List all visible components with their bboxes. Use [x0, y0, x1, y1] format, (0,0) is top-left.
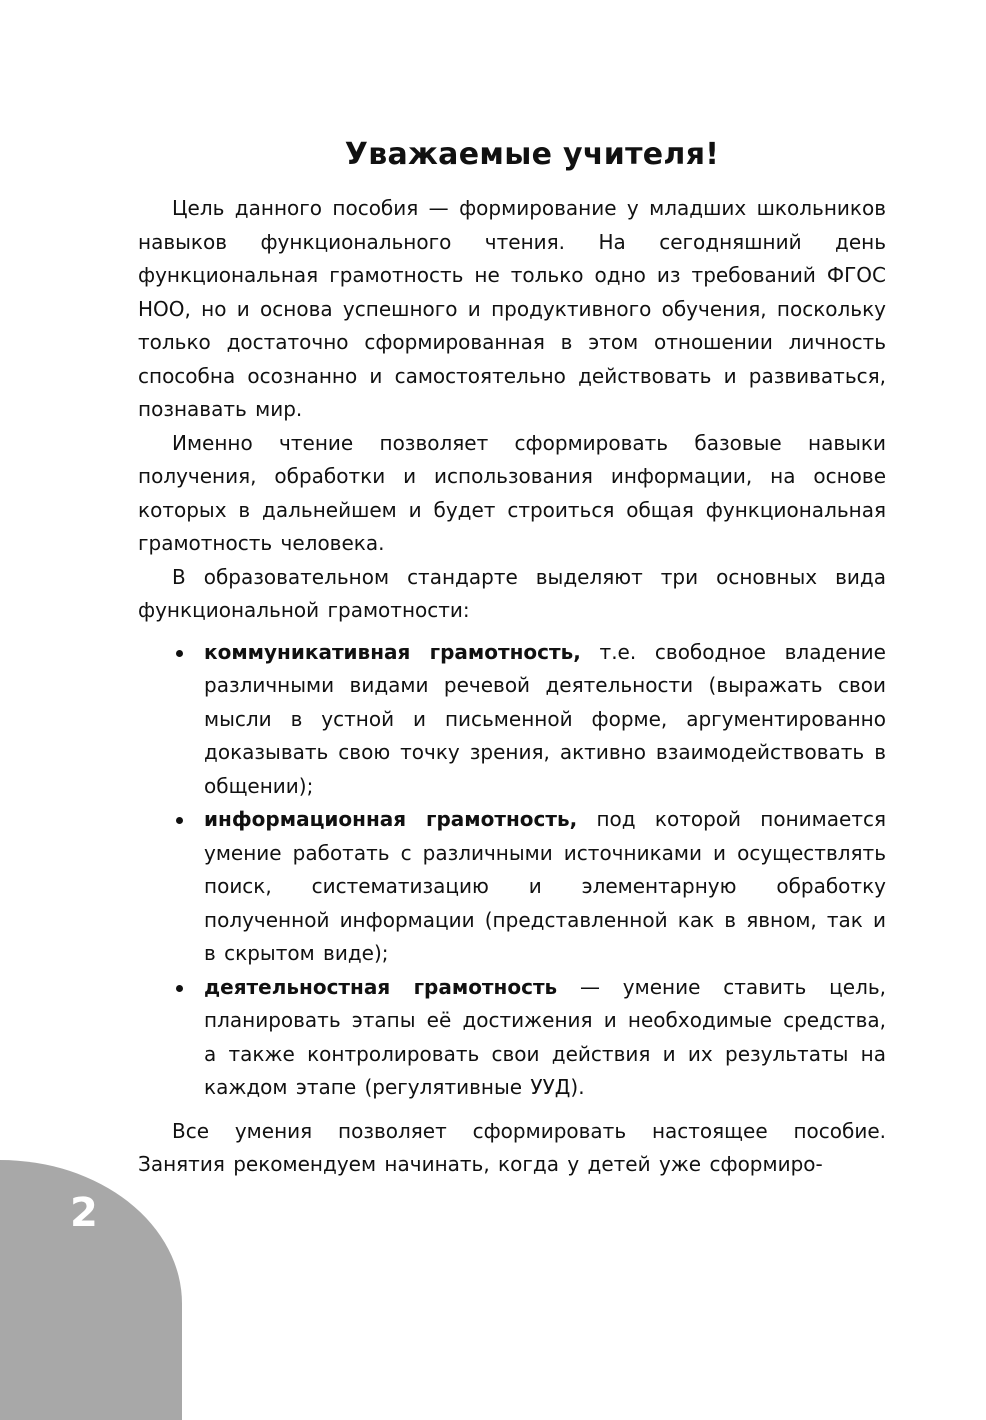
list-item-text: — умение ставить цель, планировать этапы её достижения и необходимые средства, а также контролировать свои действия и их результаты на каждом этапе (регулятивные УУД).	[204, 974, 886, 1099]
list-item-text: т.е. свободное владение различными видами речевой деятельности (выражать свои мысли в устной и письменной форме, аргументированно доказывать свою точку зрения, активно взаимодействовать в общении);	[204, 639, 886, 798]
list-item	[204, 636, 886, 804]
bullet-icon	[176, 650, 183, 657]
paragraph-standard: В образовательном стандарте выделяют три основных вида функциональной грамотности:	[138, 564, 886, 622]
list-item-term: коммуникативная грамотность,	[204, 639, 581, 664]
paragraph-closing: Все умения позволяет сформировать настоящее пособие. Занятия рекомендуем начинать, когда у детей уже сформиро-	[138, 1118, 886, 1176]
literacy-types-list	[138, 636, 886, 1105]
paragraph-reading: Именно чтение позволяет сформировать базовые навыки получения, обработки и использования информации, на основе которых в дальнейшем и будет строиться общая функциональная грамотность человека.	[138, 430, 886, 555]
list-item-term: деятельностная грамотность	[204, 974, 558, 999]
paragraph-goal: Цель данного пособия — формирование у младших школьников навыков функционального чтения. На сегодняшний день функциональная грамотность не только одно из требований ФГОС НОО, но и основа успешного и продуктивного обучения, поскольку только достаточно сформированная в этом отношении личность способна осознанно и самостоятельно действовать и развиваться, познавать мир.	[138, 196, 886, 421]
page-number: 2	[70, 1190, 98, 1236]
list-item	[204, 971, 886, 1105]
list-item-term: информационная грамотность,	[204, 807, 578, 831]
bullet-icon	[176, 817, 183, 824]
bullet-icon	[176, 985, 183, 992]
body-text	[138, 192, 886, 1182]
page-title: Уважаемые учителя!	[344, 137, 720, 172]
list-item	[204, 803, 886, 971]
list-item-text: под которой понимается умение работать с различными источниками и осуществлять поиск, систематизацию и элементарную обработку полученной информации (представленной как в явном, так и в скрытом виде);	[204, 807, 886, 965]
